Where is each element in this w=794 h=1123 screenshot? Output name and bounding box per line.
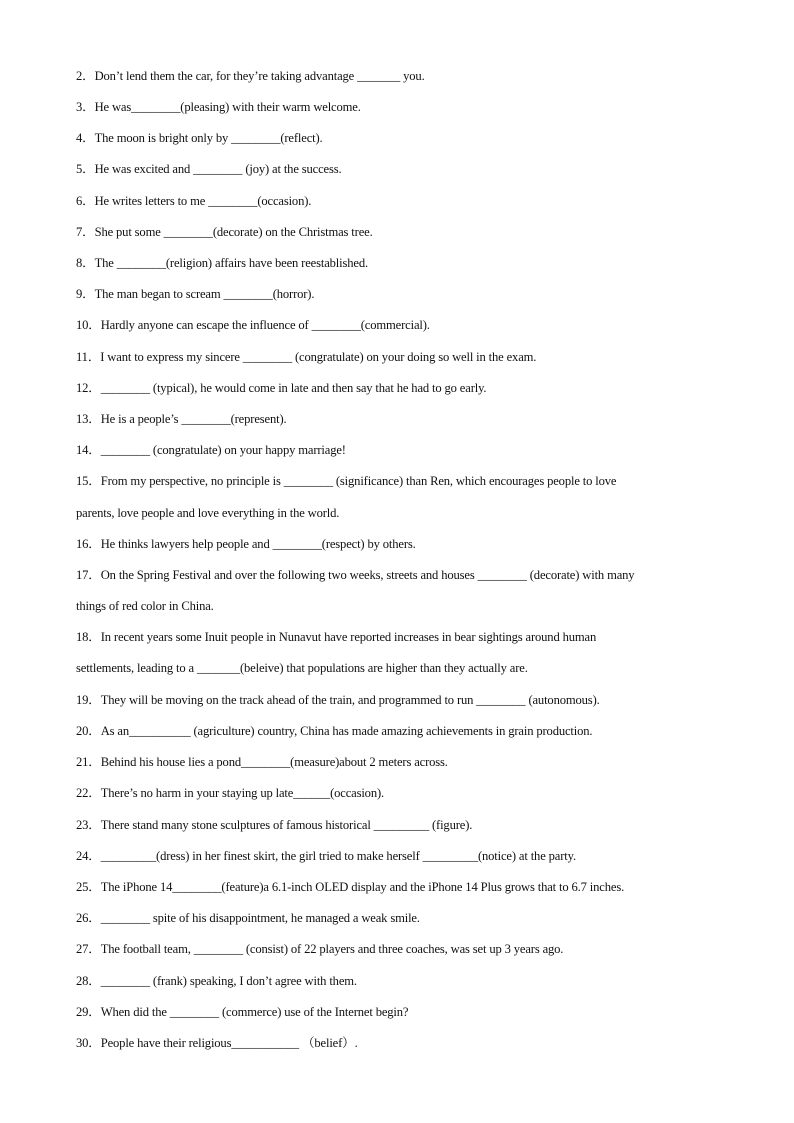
question-2: 2．Don’t lend them the car, for they’re taking advantage _______ you.	[76, 69, 425, 83]
question-19: 19．They will be moving on the track ahead of the train, and programmed to run ________ (autonomous).	[76, 693, 600, 707]
question-6: 6．He writes letters to me ________(occasion).	[76, 194, 312, 208]
question-23: 23．There stand many stone sculptures of famous historical _________ (figure).	[76, 818, 473, 832]
question-28: 28．________ (frank) speaking, I don’t agree with them.	[76, 974, 357, 988]
question-7: 7．She put some ________(decorate) on the Christmas tree.	[76, 225, 373, 239]
question-12: 12．________ (typical), he would come in late and then say that he had to go early.	[76, 381, 487, 395]
question-10: 10．Hardly anyone can escape the influence of ________(commercial).	[76, 318, 430, 332]
question-29: 29．When did the ________ (commerce) use of the Internet begin?	[76, 1005, 409, 1019]
question-18-cont: settlements, leading to a _______(beleive) that populations are higher than they actually are.	[76, 661, 528, 675]
question-16: 16．He thinks lawyers help people and ________(respect) by others.	[76, 537, 416, 551]
question-27: 27．The football team, ________ (consist) of 22 players and three coaches, was set up 3 years ago.	[76, 942, 564, 956]
question-22: 22．There’s no harm in your staying up late______(occasion).	[76, 786, 385, 800]
question-15: 15．From my perspective, no principle is ________ (significance) than Ren, which encourages people to love	[76, 474, 617, 488]
question-14: 14．________ (congratulate) on your happy marriage!	[76, 443, 346, 457]
question-13: 13．He is a people’s ________(represent).	[76, 412, 287, 426]
question-18: 18．In recent years some Inuit people in Nunavut have reported increases in bear sightings around human	[76, 630, 597, 644]
question-26: 26．________ spite of his disappointment, he managed a weak smile.	[76, 911, 420, 925]
question-17-cont: things of red color in China.	[76, 599, 214, 613]
question-21: 21．Behind his house lies a pond________(measure)about 2 meters across.	[76, 755, 448, 769]
question-3: 3．He was________(pleasing) with their warm welcome.	[76, 100, 361, 114]
question-30: 30．People have their religious___________ （belief）.	[76, 1036, 358, 1050]
question-4: 4．The moon is bright only by ________(reflect).	[76, 131, 323, 145]
question-15-cont: parents, love people and love everything in the world.	[76, 506, 340, 520]
question-9: 9．The man began to scream ________(horror).	[76, 287, 315, 301]
question-25: 25．The iPhone 14________(feature)a 6.1-inch OLED display and the iPhone 14 Plus grows that to 6.7 inches.	[76, 880, 625, 894]
question-17: 17．On the Spring Festival and over the following two weeks, streets and houses ________ (decorate) with many	[76, 568, 635, 582]
question-5: 5．He was excited and ________ (joy) at the success.	[76, 162, 342, 176]
question-8: 8．The ________(religion) affairs have been reestablished.	[76, 256, 368, 270]
question-20: 20．As an__________ (agriculture) country, China has made amazing achievements in grain production.	[76, 724, 593, 738]
question-24: 24．_________(dress) in her finest skirt, the girl tried to make herself _________(notice) at the party.	[76, 849, 576, 863]
question-11: 11．I want to express my sincere ________ (congratulate) on your doing so well in the exam.	[76, 350, 537, 364]
